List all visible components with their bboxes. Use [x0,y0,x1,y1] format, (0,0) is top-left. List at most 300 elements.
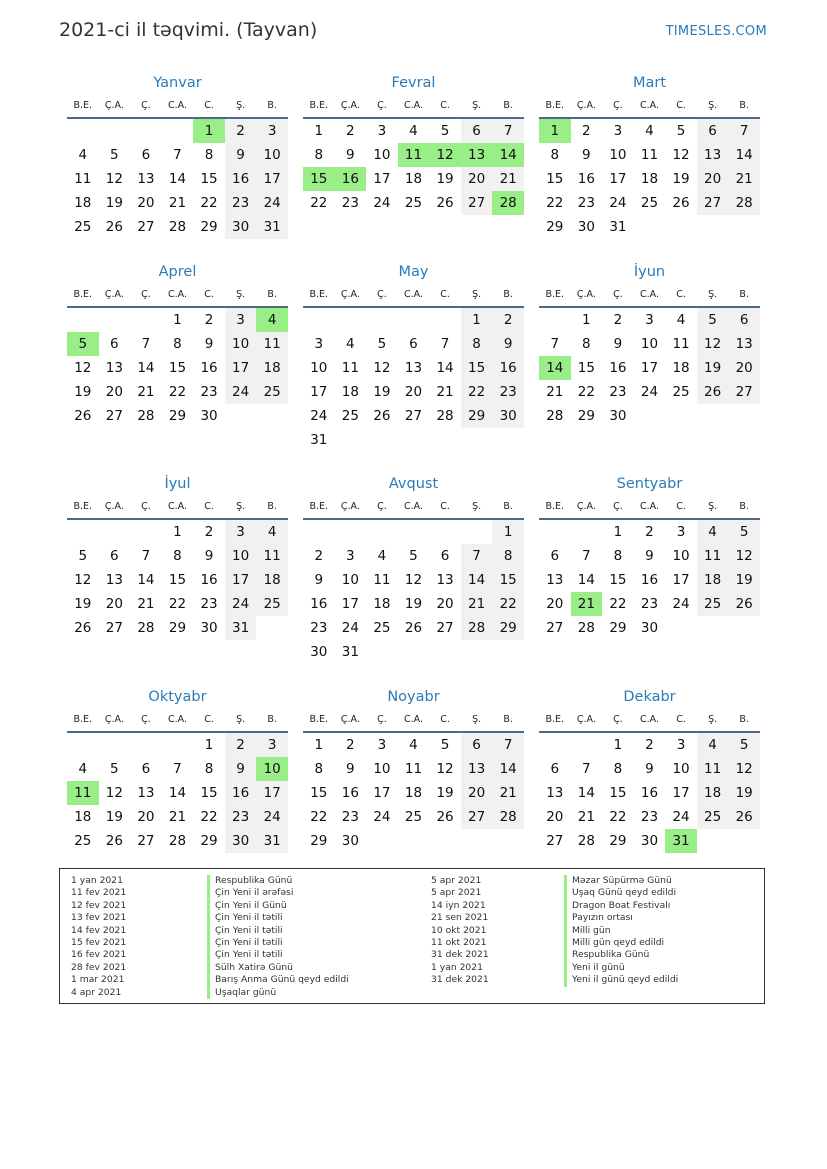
day-cell: 20 [728,356,760,380]
day-cell: 7 [728,119,760,143]
day-cell: 13 [404,360,423,376]
day-cell: 8 [173,548,182,564]
day-cell: 19 [404,596,423,612]
day-cell: 11 [697,757,729,781]
weekday-label: B. [503,714,513,725]
legend-holiday-name: Yeni il günü [564,962,678,974]
day-cell: 5 [728,733,760,757]
month-name: Oktyabr [148,689,207,705]
empty-cell [130,520,162,544]
day-cell: 6 [110,336,119,352]
empty-cell [366,520,398,544]
day-cell: 1 [173,312,182,328]
month-name: Dekabr [623,689,676,705]
legend-date: 10 okt 2021 [431,924,487,936]
day-cell: 14 [436,360,454,376]
day-cell: 3 [676,524,686,540]
day-cell: 24 [256,805,288,829]
day-cell: 10 [373,761,391,777]
weekday-label: B. [503,100,513,111]
empty-cell [429,520,461,544]
weekday-label: B. [267,714,277,725]
day-cell: 17 [609,171,627,187]
weekday-label: C.A. [167,714,187,725]
day-cell: 23 [200,596,218,612]
holiday-day: 11 [398,143,430,167]
day-cell: 13 [137,785,155,801]
legend-holiday-name: Yeni il günü qeyd edildi [564,974,678,986]
day-cell: 5 [676,123,686,139]
weekday-label: Ş. [472,501,482,512]
day-cell: 8 [461,332,493,356]
day-cell: 27 [461,805,493,829]
month-name: Sentyabr [616,476,683,492]
legend-holiday-name: Respublika Günü [564,949,678,961]
weekday-label: B. [267,100,277,111]
day-cell: 25 [74,219,92,235]
month-10 [303,686,524,853]
month-6 [67,473,288,640]
day-cell: 25 [256,592,288,616]
day-cell: 8 [173,336,182,352]
weekday-label: Ş. [708,289,718,300]
weekday-label: C. [676,289,686,300]
day-cell: 4 [409,123,418,139]
day-cell: 12 [728,757,760,781]
day-cell: 7 [141,548,151,564]
day-cell: 18 [256,568,288,592]
day-cell: 5 [110,761,119,777]
day-cell: 12 [672,147,690,163]
day-grid [303,733,524,853]
day-cell: 10 [256,143,288,167]
weekday-label: B.E. [73,714,93,725]
day-cell: 28 [546,408,564,424]
day-cell: 19 [436,785,454,801]
day-cell: 15 [200,785,218,801]
day-cell: 12 [105,785,123,801]
day-cell: 29 [310,833,328,849]
day-cell: 6 [728,308,760,332]
day-cell: 24 [609,195,627,211]
day-cell: 24 [341,620,359,636]
legend-date: 31 dek 2021 [431,949,489,961]
day-grid [67,308,288,428]
day-grid [539,520,760,640]
day-cell: 16 [341,785,359,801]
day-cell: 21 [546,384,564,400]
day-grid [67,119,288,239]
legend-left-dates [71,875,126,999]
day-cell: 28 [461,616,493,640]
month-11 [539,686,760,853]
day-cell: 19 [728,781,760,805]
day-cell: 26 [105,833,123,849]
day-cell: 17 [672,572,690,588]
day-cell: 7 [173,147,182,163]
day-cell: 1 [461,308,493,332]
day-cell: 2 [204,312,214,328]
month-name: Fevral [391,75,436,91]
day-cell: 13 [105,572,123,588]
day-cell: 22 [461,380,493,404]
day-cell: 16 [200,360,218,376]
weekday-label: B.E. [309,289,329,300]
day-cell: 22 [200,809,218,825]
day-cell: 5 [377,336,387,352]
day-cell: 3 [314,336,324,352]
day-cell: 12 [74,572,92,588]
weekday-label: B.E. [73,501,93,512]
weekday-label: B.E. [309,714,329,725]
day-cell: 18 [404,785,423,801]
empty-cell [67,119,99,143]
weekday-label: Ç. [141,501,151,512]
weekday-label: Ç. [141,289,151,300]
day-cell: 3 [645,312,654,328]
day-cell: 11 [697,544,729,568]
day-cell: 27 [436,620,454,636]
day-cell: 29 [461,404,493,428]
weekday-header [303,94,524,119]
weekday-label: Ç. [377,289,387,300]
holiday-day: 21 [571,592,603,616]
legend-holiday-name: Çin Yeni il tətili [207,912,349,924]
weekday-label: Ç. [141,100,151,111]
site-link[interactable]: TIMESLES.COM [665,24,767,39]
weekday-label: B.E. [309,501,329,512]
legend-holiday-name: Respublika Günü [207,875,349,887]
weekday-label: Ç.A. [104,289,124,300]
holiday-day: 10 [256,757,288,781]
weekday-label: Ç.A. [576,501,596,512]
day-cell: 23 [200,384,218,400]
month-name: İyul [164,476,191,492]
day-cell: 13 [461,757,493,781]
day-cell: 4 [645,123,654,139]
weekday-label: B. [267,501,277,512]
day-cell: 7 [550,336,560,352]
day-cell: 24 [672,809,690,825]
day-cell: 31 [609,219,627,235]
weekday-label: Ç.A. [340,714,360,725]
empty-cell [429,308,461,332]
day-cell: 8 [204,761,214,777]
weekday-label: Ç.A. [104,100,124,111]
day-cell: 26 [74,620,92,636]
day-cell: 25 [256,380,288,404]
day-cell: 23 [640,596,659,612]
legend-holiday-name: Barış Anma Günü qeyd edildi [207,974,349,986]
month-name: Mart [632,75,667,91]
weekday-label: Ç.A. [576,100,596,111]
legend-date: 21 sen 2021 [431,912,489,924]
day-cell: 24 [225,380,257,404]
day-cell: 10 [640,336,659,352]
weekday-label: B.E. [545,289,565,300]
day-cell: 21 [137,596,155,612]
month-name: Yanvar [153,75,202,91]
empty-cell [335,308,367,332]
day-cell: 13 [105,360,123,376]
day-cell: 1 [492,520,524,544]
month-0 [67,72,288,239]
day-cell: 12 [697,332,729,356]
day-cell: 19 [373,384,391,400]
legend-date: 1 mar 2021 [71,974,125,986]
holiday-day: 28 [492,191,524,215]
day-cell: 17 [310,384,328,400]
day-cell: 5 [110,147,119,163]
day-cell: 30 [640,620,659,636]
day-cell: 28 [577,833,595,849]
day-cell: 9 [492,332,524,356]
day-cell: 18 [341,384,359,400]
month-name: Noyabr [387,689,440,705]
weekday-label: Ş. [472,714,482,725]
day-cell: 28 [728,191,760,215]
weekday-label: Ş. [708,714,718,725]
weekday-header [67,495,288,520]
empty-cell [571,520,603,544]
weekday-label: C. [204,100,214,111]
day-cell: 20 [546,596,564,612]
weekday-label: Ç.A. [104,714,124,725]
holiday-legend [59,868,765,1004]
day-cell: 18 [74,809,92,825]
day-cell: 26 [728,805,760,829]
day-cell: 28 [168,219,187,235]
day-cell: 30 [492,404,524,428]
day-cell: 2 [314,548,324,564]
month-3 [67,261,288,428]
day-cell: 30 [640,833,659,849]
day-cell: 4 [697,733,729,757]
holiday-day: 5 [67,332,99,356]
holiday-day: 16 [335,167,367,191]
empty-cell [366,308,398,332]
weekday-header [539,94,760,119]
day-cell: 25 [74,833,92,849]
day-cell: 17 [341,596,359,612]
day-cell: 17 [225,356,257,380]
day-cell: 27 [105,620,123,636]
day-cell: 17 [256,781,288,805]
day-cell: 18 [640,171,659,187]
day-cell: 8 [492,544,524,568]
day-cell: 28 [492,805,524,829]
day-cell: 19 [74,596,92,612]
weekday-header [67,94,288,119]
day-cell: 9 [613,336,623,352]
day-cell: 7 [582,761,591,777]
holiday-day: 14 [539,356,571,380]
weekday-label: Ç.A. [340,501,360,512]
day-cell: 2 [346,737,355,753]
empty-cell [162,119,194,143]
day-cell: 11 [404,761,423,777]
day-cell: 19 [672,171,690,187]
weekday-header [539,495,760,520]
day-cell: 31 [256,215,288,239]
day-cell: 25 [373,620,391,636]
day-cell: 24 [640,384,659,400]
weekday-label: Ç.A. [104,501,124,512]
day-cell: 19 [436,171,454,187]
legend-date: 11 okt 2021 [431,936,487,948]
day-cell: 25 [640,195,659,211]
day-cell: 25 [697,592,729,616]
weekday-label: Ç.A. [340,100,360,111]
legend-date: 5 apr 2021 [431,875,482,886]
month-name: İyun [633,264,666,280]
weekday-label: B.E. [73,289,93,300]
month-name: May [398,264,429,280]
legend-holiday-name: Milli gün [564,925,678,937]
day-cell: 10 [373,147,391,163]
day-cell: 13 [697,143,729,167]
day-cell: 26 [672,195,690,211]
day-cell: 14 [492,757,524,781]
empty-cell [303,308,335,332]
day-cell: 10 [672,548,690,564]
day-cell: 5 [440,737,450,753]
day-cell: 15 [168,572,187,588]
legend-holiday-name: Uşaqlar günü [207,987,349,999]
day-cell: 5 [440,123,450,139]
day-cell: 20 [404,384,423,400]
month-8 [539,473,760,640]
day-cell: 15 [461,356,493,380]
day-cell: 21 [577,809,595,825]
legend-holiday-name: Payızın ortası [564,912,678,924]
day-cell: 2 [225,119,257,143]
empty-cell [539,520,571,544]
weekday-label: Ç. [377,501,387,512]
weekday-label: C. [440,501,450,512]
day-cell: 19 [728,568,760,592]
weekday-label: B. [503,289,513,300]
legend-date: 16 fev 2021 [71,949,127,961]
day-cell: 3 [377,123,387,139]
day-cell: 22 [168,596,187,612]
day-cell: 8 [582,336,591,352]
weekday-label: B. [739,714,749,725]
weekday-header [539,283,760,308]
day-cell: 20 [697,167,729,191]
day-cell: 29 [609,620,627,636]
weekday-label: Ş. [236,714,246,725]
day-cell: 17 [256,167,288,191]
day-grid [67,520,288,640]
weekday-label: B. [739,100,749,111]
day-cell: 7 [461,544,493,568]
day-cell: 16 [492,356,524,380]
day-cell: 31 [256,829,288,853]
day-cell: 24 [225,592,257,616]
day-cell: 10 [310,360,328,376]
weekday-header [303,708,524,733]
day-cell: 4 [346,336,355,352]
empty-cell [335,520,367,544]
weekday-label: Ç. [377,714,387,725]
empty-cell [162,733,194,757]
day-cell: 2 [645,737,654,753]
day-cell: 29 [168,408,187,424]
empty-cell [99,520,131,544]
day-cell: 24 [310,408,328,424]
day-cell: 31 [310,432,328,448]
empty-cell [99,308,131,332]
day-cell: 9 [346,761,355,777]
day-cell: 30 [225,215,257,239]
day-cell: 22 [310,809,328,825]
weekday-label: Ş. [236,501,246,512]
day-cell: 27 [728,380,760,404]
holiday-day: 13 [461,143,493,167]
legend-holiday-name: Məzar Süpürmə Günü [564,875,678,887]
legend-date: 14 fev 2021 [71,924,127,936]
day-cell: 25 [672,384,690,400]
weekday-label: Ç. [613,289,623,300]
legend-date: 1 yan 2021 [431,961,483,973]
day-cell: 27 [105,408,123,424]
day-cell: 12 [404,572,423,588]
day-cell: 13 [137,171,155,187]
day-cell: 16 [609,360,627,376]
day-cell: 8 [314,147,324,163]
legend-holiday-name: Çin Yeni il Günü [207,900,349,912]
day-cell: 31 [225,616,257,640]
weekday-label: C. [204,714,214,725]
weekday-label: C.A. [639,100,659,111]
day-cell: 30 [577,219,595,235]
day-cell: 25 [697,805,729,829]
day-cell: 1 [204,737,214,753]
day-cell: 21 [168,195,187,211]
day-cell: 29 [168,620,187,636]
weekday-label: Ş. [236,289,246,300]
day-cell: 8 [550,147,560,163]
weekday-header [67,283,288,308]
day-cell: 1 [613,524,623,540]
day-cell: 28 [577,620,595,636]
day-cell: 22 [546,195,564,211]
day-cell: 26 [697,380,729,404]
weekday-label: C.A. [639,501,659,512]
day-cell: 17 [225,568,257,592]
weekday-label: C. [676,714,686,725]
month-7 [303,473,524,664]
day-cell: 11 [74,171,92,187]
weekday-header [303,283,524,308]
day-cell: 23 [310,620,328,636]
day-cell: 14 [168,171,187,187]
day-cell: 2 [204,524,214,540]
day-cell: 7 [582,548,591,564]
day-cell: 3 [377,737,387,753]
day-cell: 8 [314,761,324,777]
day-cell: 17 [672,785,690,801]
weekday-label: B. [267,289,277,300]
day-cell: 21 [492,167,524,191]
day-cell: 15 [609,785,627,801]
day-cell: 22 [168,384,187,400]
day-cell: 14 [577,572,595,588]
day-cell: 5 [409,548,418,564]
day-cell: 29 [546,219,564,235]
day-cell: 16 [640,572,659,588]
